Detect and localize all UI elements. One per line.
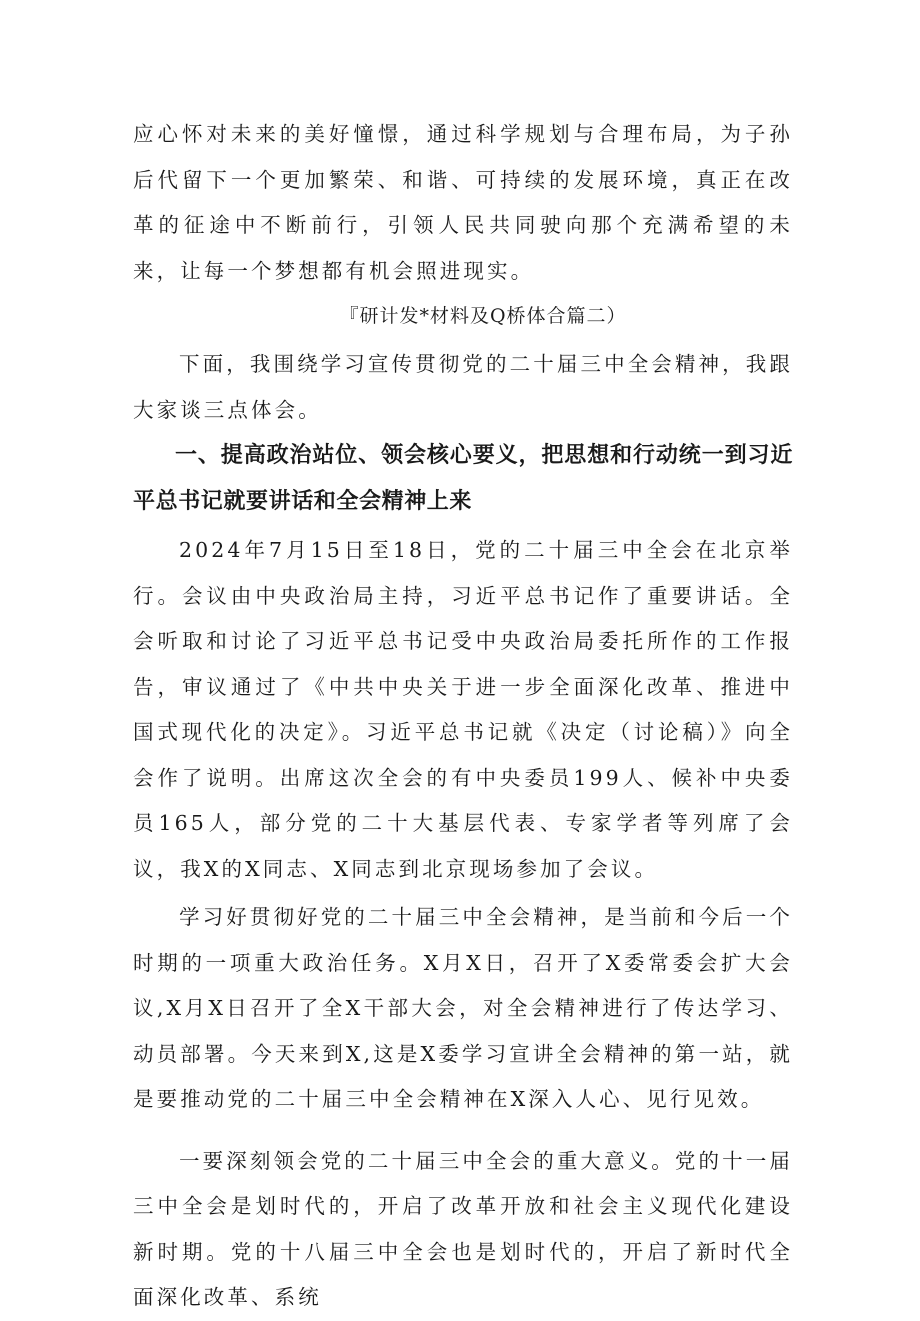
paragraph-meeting: 2024年7月15日至18日，党的二十届三中全会在北京举行。会议由中央政治局主持，习近平总书记作了重要讲话。全会听取和讨论了习近平总书记受中央政治局委托所作的工作报告，审议通过了《中共中央关于进一步全面深化改革、推进中国式现代化的决定》。习近平总书记就《决定（讨论稿）》向全会作了说明。出席这次全会的有中央委员199人、候补中央委员165人，部分党的二十大基层代表、专家学者等列席了会议，我X的X同志、X同志到北京现场参加了会议。 bbox=[133, 538, 793, 881]
document-body bbox=[133, 112, 793, 1321]
section-title: 『研计发*材料及Q桥体合篇二） bbox=[339, 305, 627, 327]
heading-section-1: 一、提高政治站位、领会核心要义，把思想和行动统一到习近平总书记就要讲话和全会精神上来 bbox=[133, 443, 793, 514]
paragraph-significance: 一要深刻领会党的二十届三中全会的重大意义。党的十一届三中全会是划时代的，开启了改革开放和社会主义现代化建设新时期。党的十八届三中全会也是划时代的，开启了新时代全面深化改革、系统 bbox=[133, 1148, 793, 1309]
paragraph-opening: 下面，我围绕学习宣传贯彻党的二十届三中全会精神，我跟大家谈三点体会。 bbox=[133, 352, 793, 422]
paragraph-study: 学习好贯彻好党的二十届三中全会精神，是当前和今后一个时期的一项重大政治任务。X月X日，召开了X委常委会扩大会议,X月X日召开了全X干部大会，对全会精神进行了传达学习、动员部署。今天来到X,这是X委学习宣讲全会精神的第一站，就是要推动党的二十届三中全会精神在X深入人心、见行见效。 bbox=[133, 905, 793, 1111]
paragraph-intro: 应心怀对未来的美好憧憬，通过科学规划与合理布局，为子孙后代留下一个更加繁荣、和谐、可持续的发展环境，真正在改革的征途中不断前行，引领人民共同驶向那个充满希望的未来，让每一个梦想都有机会照进现实。 bbox=[133, 122, 793, 283]
